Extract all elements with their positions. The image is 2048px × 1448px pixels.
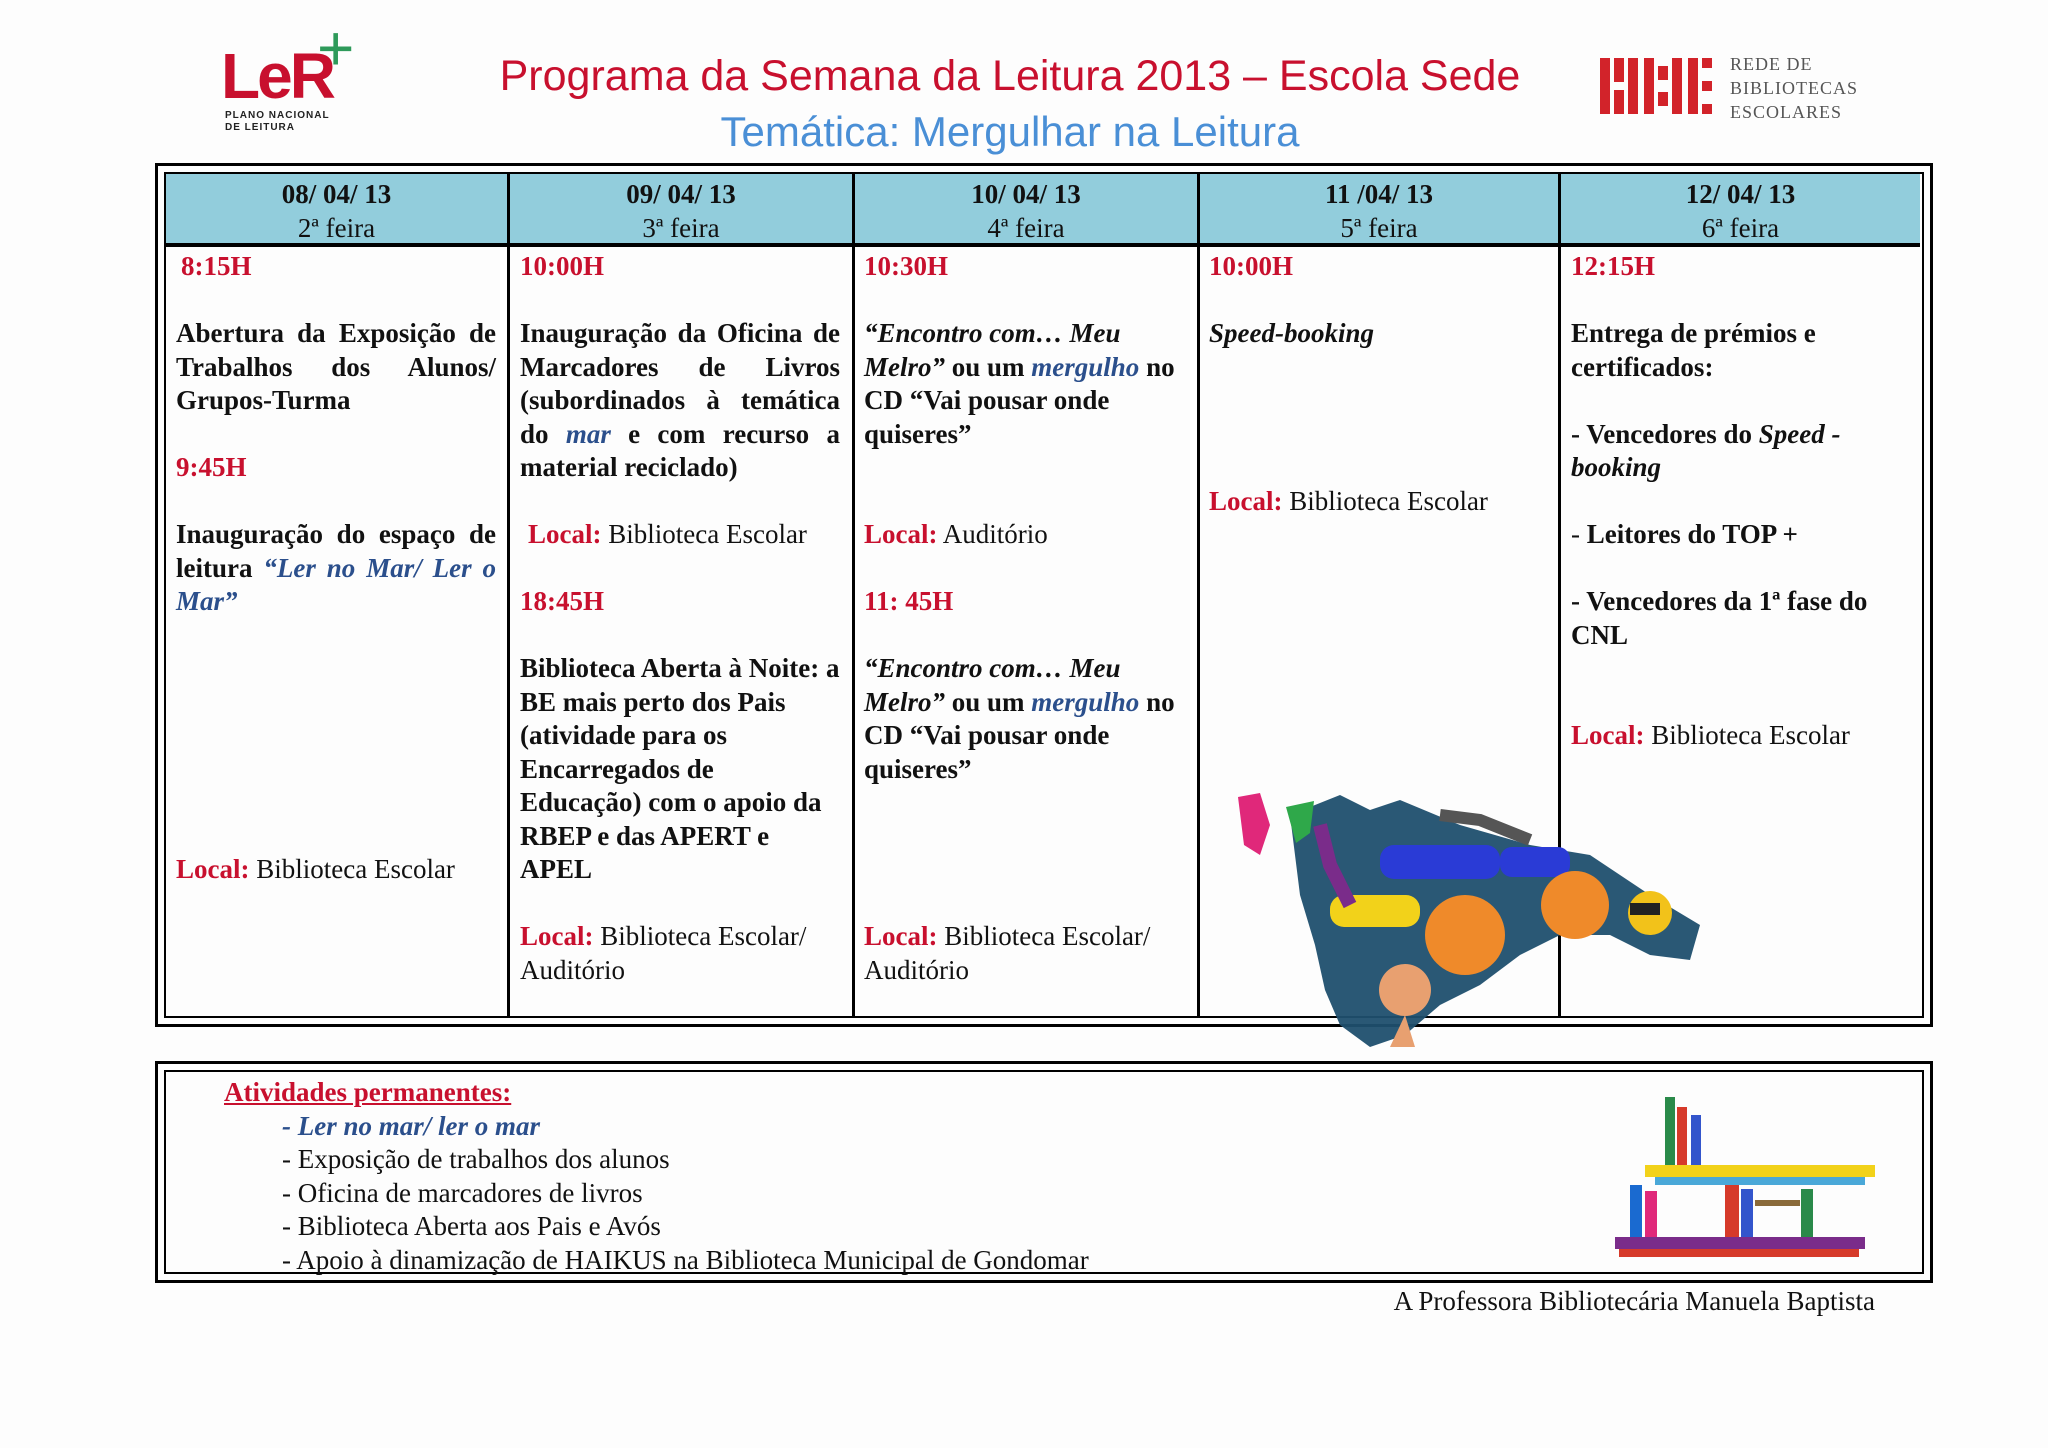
ler-logo-word: LeR bbox=[221, 40, 333, 112]
column-divider bbox=[507, 174, 510, 1016]
event-time: 10:00H bbox=[520, 251, 604, 281]
event-time: 11: 45H bbox=[864, 586, 954, 616]
day-header-5: 12/ 04/ 13 6ª feira bbox=[1685, 179, 1796, 243]
event-location: Local: Biblioteca Escolar bbox=[1571, 720, 1850, 750]
page-subtitle: Temática: Mergulhar na Leitura bbox=[720, 108, 1300, 155]
permanent-activities-list bbox=[224, 1076, 1089, 1277]
event-location: Local: Auditório bbox=[864, 519, 1048, 549]
event-title: Entrega de prémios e certificados: bbox=[1571, 318, 1816, 382]
event-title: “Encontro com… Meu Melro” ou um mergulho no CD “Vai pousar onde quiseres” bbox=[864, 318, 1175, 449]
list-item: - Ler no mar/ ler o mar bbox=[282, 1110, 541, 1141]
rbe-logo bbox=[1600, 52, 1860, 124]
award-item: - Vencedores do Speed - booking bbox=[1571, 418, 1841, 482]
event-time: 9:45H bbox=[176, 452, 247, 482]
event-title: Inauguração da Oficina de Marcadores de Livros (subordinados à temática do mar e com recurso a material reciclado) bbox=[520, 318, 840, 482]
event-location: Local: Biblioteca Escolar bbox=[176, 853, 455, 884]
list-item: - Biblioteca Aberta aos Pais e Avós bbox=[282, 1211, 661, 1241]
event-time: 18:45H bbox=[520, 586, 604, 616]
column-divider bbox=[1197, 174, 1200, 1016]
day-cell-4 bbox=[1209, 250, 1544, 518]
day-header-2: 09/ 04/ 13 3ª feira bbox=[626, 179, 736, 243]
event-title: Inauguração do espaço de leitura “Ler no Mar/ Ler o Mar” bbox=[176, 519, 497, 616]
rbe-logo-text: REDE DE BIBLIOTECAS ESCOLARES bbox=[1730, 54, 1858, 122]
permanent-activities-title: Atividades permanentes: bbox=[224, 1077, 512, 1107]
day-cell-2 bbox=[520, 250, 840, 987]
event-location: Local: Biblioteca Escolar/ Auditório bbox=[520, 921, 807, 985]
event-time: 12:15H bbox=[1571, 251, 1655, 281]
rbe-logo-mark bbox=[1600, 52, 1722, 124]
day-header-1: 08/ 04/ 13 2ª feira bbox=[281, 179, 392, 243]
books-illustration bbox=[1605, 1085, 1880, 1260]
event-location: Local: Biblioteca Escolar bbox=[528, 519, 807, 549]
list-item: - Exposição de trabalhos dos alunos bbox=[282, 1144, 670, 1174]
list-item: - Oficina de marcadores de livros bbox=[282, 1177, 643, 1208]
column-divider bbox=[852, 174, 855, 1016]
event-time: 10:00H bbox=[1209, 251, 1293, 281]
day-cell-3 bbox=[864, 250, 1184, 987]
day-header-4: 11 /04/ 13 5ª feira bbox=[1324, 179, 1433, 243]
page-title: Programa da Semana da Leitura 2013 – Escola Sede bbox=[499, 52, 1521, 100]
award-item: - Leitores do TOP + bbox=[1571, 519, 1798, 549]
ler-logo bbox=[215, 12, 365, 137]
event-title: Speed-booking bbox=[1209, 318, 1374, 348]
event-title: “Encontro com… Meu Melro” ou um mergulho no CD “Vai pousar onde quiseres” bbox=[864, 653, 1175, 784]
event-title: Abertura da Exposição de Trabalhos dos Alunos/ Grupos-Turma bbox=[176, 318, 496, 415]
award-item: - Vencedores da 1ª fase do CNL bbox=[1571, 586, 1868, 650]
event-location: Local: Biblioteca Escolar bbox=[1209, 485, 1488, 516]
event-time: 8:15H bbox=[181, 251, 252, 281]
event-location: Local: Biblioteca Escolar/ Auditório bbox=[864, 921, 1151, 985]
event-time: 10:30H bbox=[864, 251, 948, 281]
signature: A Professora Bibliotecária Manuela Baptista bbox=[1393, 1286, 1875, 1316]
scuba-divers-illustration bbox=[1230, 785, 1705, 1055]
day-cell-1 bbox=[176, 250, 496, 886]
list-item: - Apoio à dinamização de HAIKUS na Biblioteca Municipal de Gondomar bbox=[282, 1244, 1089, 1275]
day-header-3: 10/ 04/ 13 4ª feira bbox=[971, 179, 1081, 243]
event-title: Biblioteca Aberta à Noite: a BE mais perto dos Pais (atividade para os Encarregados de Educação) com o apoio da RBEP e das APERT e APEL bbox=[520, 653, 840, 884]
day-cell-5 bbox=[1571, 250, 1906, 753]
ler-logo-plus: + bbox=[317, 12, 355, 84]
ler-logo-subtitle: PLANO NACIONAL DE LEITURA bbox=[225, 110, 330, 133]
